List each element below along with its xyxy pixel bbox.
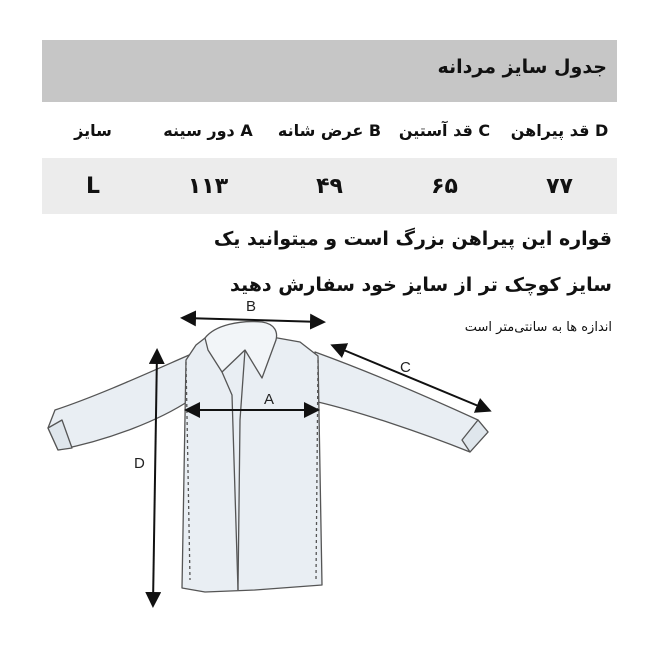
header-sleeve-length: C قد آستین	[398, 120, 491, 140]
header-size: سایز	[74, 120, 112, 140]
label-d: D	[134, 455, 145, 472]
units-note: اندازه ها به سانتی‌متر است	[464, 320, 612, 335]
label-b: B	[246, 298, 257, 315]
fit-note-line-1: قواره این پیراهن بزرگ است و میتوانید یک	[213, 228, 612, 250]
header-shoulder-width: B عرض شانه	[277, 120, 382, 140]
label-c: C	[400, 359, 411, 376]
value-sleeve-length: ۶۵	[431, 173, 458, 199]
value-size: L	[85, 173, 101, 199]
value-shirt-length: ۷۷	[546, 173, 573, 199]
value-shoulder-width: ۴۹	[316, 173, 343, 199]
value-chest: ۱۱۳	[187, 173, 229, 199]
size-table-title: جدول سایز مردانه	[437, 56, 607, 78]
fit-note-line-2: سایز کوچک تر از سایز خود سفارش دهید	[229, 274, 612, 296]
header-chest: A دور سینه	[163, 120, 253, 140]
left-sleeve-shape	[48, 352, 196, 450]
header-shirt-length: D قد پیراهن	[510, 120, 609, 140]
label-a: A	[264, 391, 275, 408]
shirt-body-shape	[182, 334, 322, 592]
shirt-illustration	[48, 322, 488, 592]
